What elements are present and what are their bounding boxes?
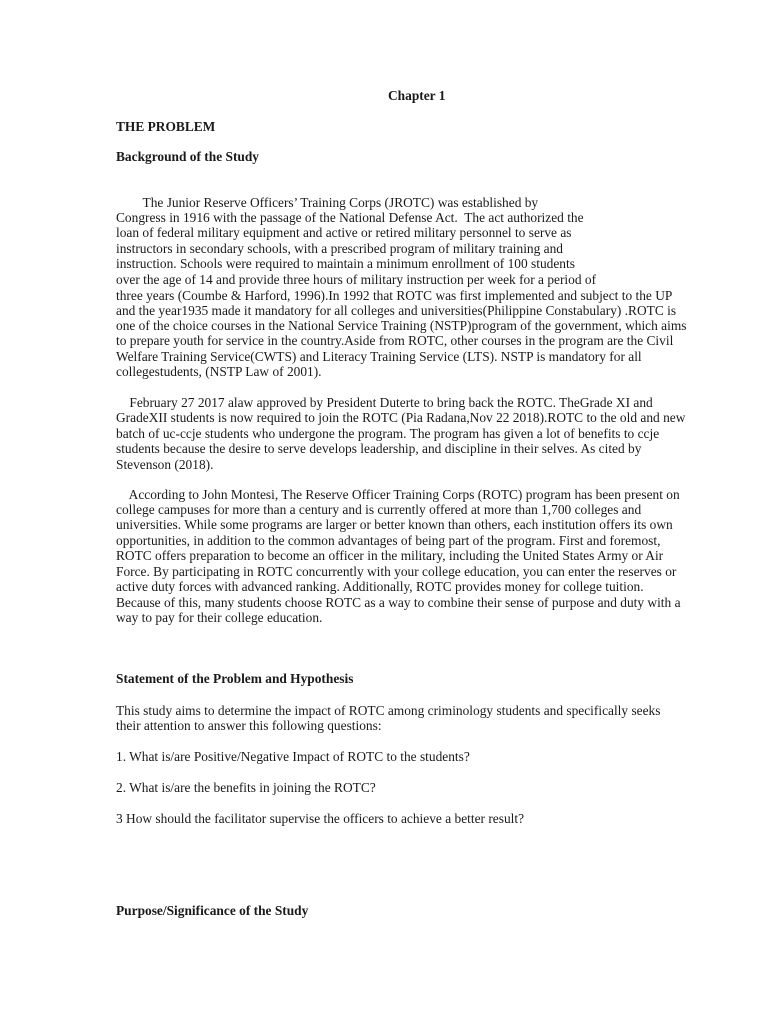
text-line: Because of this, many students choose ROTC as a way to combine their sense of purpose and duty with a: [116, 595, 681, 610]
text-line: college campuses for more than a century and is currently offered at more than 1,700 colleges and: [116, 502, 642, 517]
text-line: Congress in 1916 with the passage of the National Defense Act. The act authorized the: [116, 210, 584, 225]
text-line: Welfare Training Service(CWTS) and Literacy Training Service (LTS). NSTP is mandatory for all: [116, 349, 642, 364]
question-item: 1. What is/are Positive/Negative Impact of ROTC to the students?: [116, 749, 470, 764]
text-line: According to John Montesi, The Reserve Officer Training Corps (ROTC) program has been present on: [116, 487, 680, 502]
text-line: one of the choice courses in the National Service Training (NSTP)program of the government, which aims: [116, 318, 687, 333]
text-line: February 27 2017 alaw approved by President Duterte to bring back the ROTC. TheGrade XI and: [116, 395, 653, 410]
text-line: active duty forces with advanced ranking. Additionally, ROTC provides money for college tuition.: [116, 579, 644, 594]
text-line: to prepare youth for service in the country.Aside from ROTC, other courses in the program are the Civil: [116, 333, 674, 348]
problem-title: THE PROBLEM: [116, 119, 216, 134]
text-line: their attention to answer this following questions:: [116, 718, 382, 733]
text-line: This study aims to determine the impact of ROTC among criminology students and specifically seeks: [116, 703, 661, 718]
text-line: and the year1935 made it mandatory for all colleges and universities(Philippine Constabulary) .ROTC is: [116, 303, 677, 318]
text-line: The Junior Reserve Officers’ Training Corps (JROTC) was established by: [116, 195, 539, 210]
text-line: three years (Coumbe & Harford, 1996).In 1992 that ROTC was first implemented and subject to the UP: [116, 288, 673, 303]
text-line: instructors in secondary schools, with a prescribed program of military training and: [116, 241, 563, 256]
text-line: students because the desire to serve develops leadership, and discipline in their selves. As cited by: [116, 441, 642, 456]
text-line: loan of federal military equipment and active or retired military personnel to serve as: [116, 225, 572, 240]
purpose-heading: Purpose/Significance of the Study: [116, 903, 309, 918]
background-heading: Background of the Study: [116, 149, 259, 164]
statement-heading: Statement of the Problem and Hypothesis: [116, 671, 354, 686]
text-line: way to pay for their college education.: [116, 610, 323, 625]
text-line: universities. While some programs are larger or better known than others, each institution offers its own: [116, 517, 673, 532]
text-line: ROTC offers preparation to become an officer in the military, including the United States Army or Air: [116, 548, 664, 563]
text-line: over the age of 14 and provide three hours of military instruction per week for a period of: [116, 272, 597, 287]
text-line: Stevenson (2018).: [116, 457, 214, 472]
question-item: 3 How should the facilitator supervise the officers to achieve a better result?: [116, 811, 525, 826]
question-item: 2. What is/are the benefits in joining the ROTC?: [116, 780, 376, 795]
text-line: GradeXII students is now required to join the ROTC (Pia Radana,Nov 22 2018).ROTC to the old and new: [116, 410, 686, 425]
text-line: instruction. Schools were required to maintain a minimum enrollment of 100 students: [116, 256, 575, 271]
chapter-label: Chapter 1: [388, 88, 446, 103]
text-line: collegestudents, (NSTP Law of 2001).: [116, 364, 322, 379]
text-line: batch of uc-ccje students who undergone the program. The program has given a lot of benefits to ccje: [116, 426, 660, 441]
text-line: Force. By participating in ROTC concurrently with your college education, you can enter the reserves or: [116, 564, 677, 579]
text-line: opportunities, in addition to the common advantages of being part of the program. First and foremost,: [116, 533, 661, 548]
